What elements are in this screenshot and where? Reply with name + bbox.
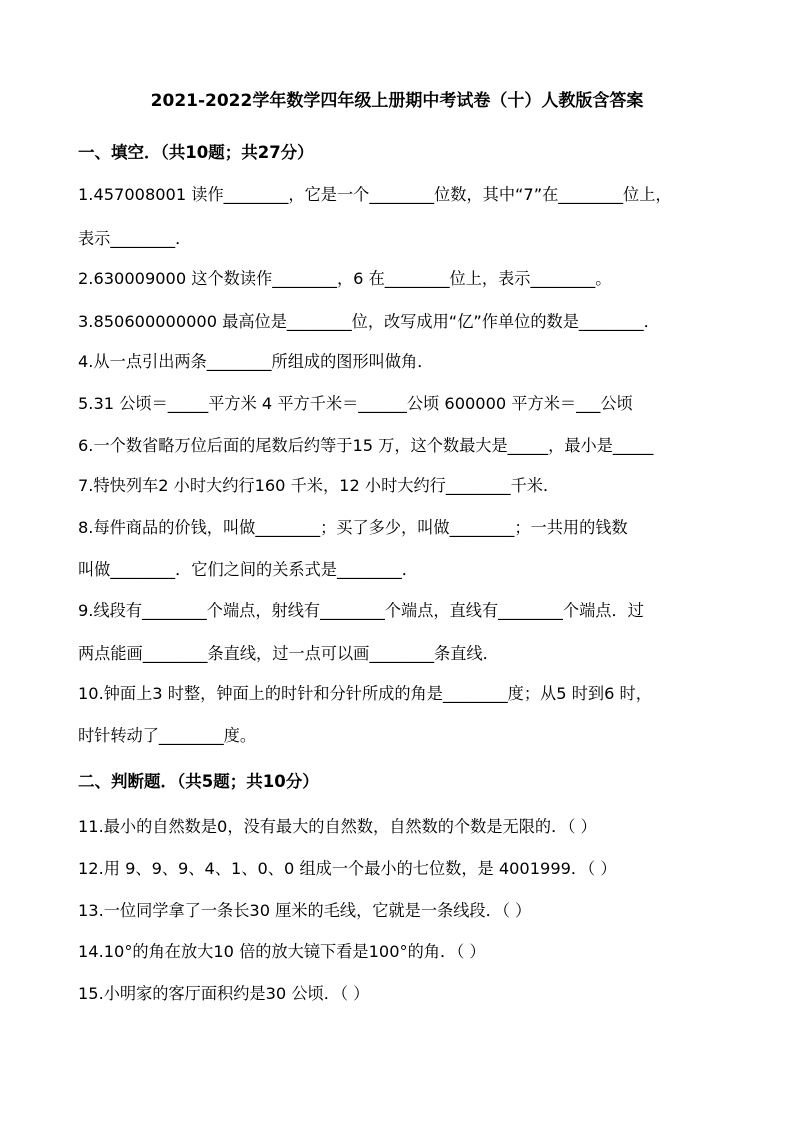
question-line: 两点能画________条直线，过一点可以画________条直线． (78, 644, 499, 663)
section-heading-true-false: 二、判断题．（共5题；共10分） (78, 772, 319, 791)
question-line: 表示________． (78, 229, 192, 248)
question-line: 15.小明家的客厅面积约是30 公顷．（ ） (78, 984, 370, 1003)
question-line: 时针转动了________度。 (78, 726, 257, 745)
question-line: 3.850600000000 最高位是________位，改写成用“亿”作单位的数是________． (78, 312, 660, 331)
question-line: 6.一个数省略万位后面的尾数后约等于15 万，这个数最大是_____，最小是_____ (78, 436, 654, 455)
question-line: 11.最小的自然数是0，没有最大的自然数，自然数的个数是无限的．（ ） (78, 817, 597, 836)
question-line: 9.线段有________个端点，射线有________个端点，直线有________个端点．过 (78, 601, 644, 620)
question-line: 5.31 公顷＝_____平方米 4 平方千米＝______公顷 600000 平方米＝___公顷 (78, 394, 633, 413)
section-heading-fill-blank: 一、填空．（共10题；共27分） (78, 143, 314, 162)
question-line: 12.用 9、9、9、4、1、0、0 组成一个最小的七位数，是 4001999．（ ） (78, 859, 617, 878)
question-line: 4.从一点引出两条________所组成的图形叫做角． (78, 352, 434, 371)
question-line: 14.10°的角在放大10 倍的放大镜下看是100°的角．（ ） (78, 942, 486, 961)
question-line: 10.钟面上3 时整，钟面上的时针和分针所成的角是________度；从5 时到6 时， (78, 684, 652, 703)
question-line: 1.457008001 读作________，它是一个________位数，其中“7”在________位上， (78, 185, 672, 204)
question-line: 8.每件商品的价钱，叫做________；买了多少，叫做________；一共用的钱数 (78, 518, 628, 537)
question-line: 7.特快列车2 小时大约行160 千米，12 小时大约行________千米． (78, 476, 560, 495)
exam-title: 2021-2022学年数学四年级上册期中考试卷（十）人教版含答案 (150, 91, 644, 111)
question-line: 2.630009000 这个数读作________，6 在________位上，表示________。 (78, 269, 612, 288)
question-line: 叫做________．它们之间的关系式是________． (78, 560, 418, 579)
question-line: 13.一位同学拿了一条长30 厘米的毛线，它就是一条线段．（ ） (78, 901, 532, 920)
